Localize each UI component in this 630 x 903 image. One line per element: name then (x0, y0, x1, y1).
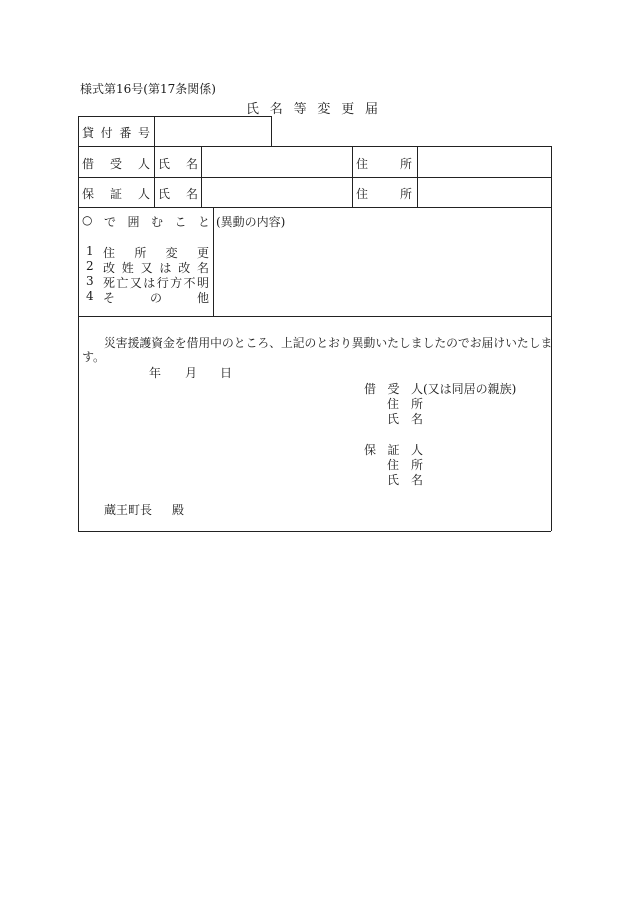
signature-borrower-label: 借 受 人 (364, 382, 423, 396)
change-content-label: (異動の内容) (216, 215, 286, 229)
border (78, 531, 551, 532)
circle-instruction: ○ で 囲 む こ と (82, 213, 210, 229)
border (213, 207, 214, 316)
option-death-missing[interactable]: 3 死 亡 又 は 行 方 不 明 (86, 274, 209, 290)
signature-guarantor-label: 保 証 人 (364, 443, 423, 457)
declaration-text-line2: す。 (82, 350, 106, 364)
border (417, 146, 418, 207)
borrower-label: 借 受 人 (82, 157, 150, 171)
addressee: 蔵王町長 (104, 503, 153, 517)
option-other[interactable]: 4 そ の 他 (86, 289, 209, 305)
honorific: 殿 (172, 503, 185, 517)
guarantor-name-label: 氏 名 (158, 187, 198, 201)
border (78, 177, 551, 178)
option-address-change[interactable]: 1 住 所 変 更 (86, 244, 209, 260)
declaration-text-line1: 災害援護資金を借用中のところ、上記のとおり異動いたしましたのでお届けいたしま (104, 336, 553, 350)
guarantor-address-label: 住 所 (356, 187, 412, 201)
border (352, 146, 353, 207)
loan-number-label: 貸 付 番 号 (82, 126, 150, 140)
signature-guarantor-name: 氏 名 (387, 473, 423, 487)
guarantor-name-field[interactable] (203, 179, 350, 206)
borrower-address-field[interactable] (419, 148, 549, 176)
change-content-field[interactable] (216, 230, 549, 314)
signature-guarantor-address: 住 所 (387, 458, 423, 472)
border (154, 116, 155, 207)
border (271, 116, 272, 146)
border (78, 316, 551, 317)
borrower-name-label: 氏 名 (158, 157, 198, 171)
signature-borrower-note: (又は同居の親族) (423, 382, 517, 396)
date-day: 日 (220, 366, 233, 380)
date-month: 月 (185, 366, 198, 380)
form-number: 様式第16号(第17条関係) (80, 82, 216, 96)
signature-borrower-address: 住 所 (387, 397, 423, 411)
guarantor-label: 保 証 人 (82, 187, 150, 201)
border (78, 116, 271, 117)
borrower-name-field[interactable] (203, 148, 350, 176)
border (78, 207, 551, 208)
guarantor-address-field[interactable] (419, 179, 549, 206)
borrower-address-label: 住 所 (356, 157, 412, 171)
signature-borrower-name: 氏 名 (387, 412, 423, 426)
border (78, 146, 551, 147)
border (78, 116, 79, 531)
option-name-change[interactable]: 2 改 姓 又 は 改 名 (86, 259, 209, 275)
border (201, 146, 202, 207)
form-title: 氏 名 等 変 更 届 (246, 102, 378, 117)
date-year: 年 (149, 366, 162, 380)
loan-number-field[interactable] (156, 118, 269, 145)
